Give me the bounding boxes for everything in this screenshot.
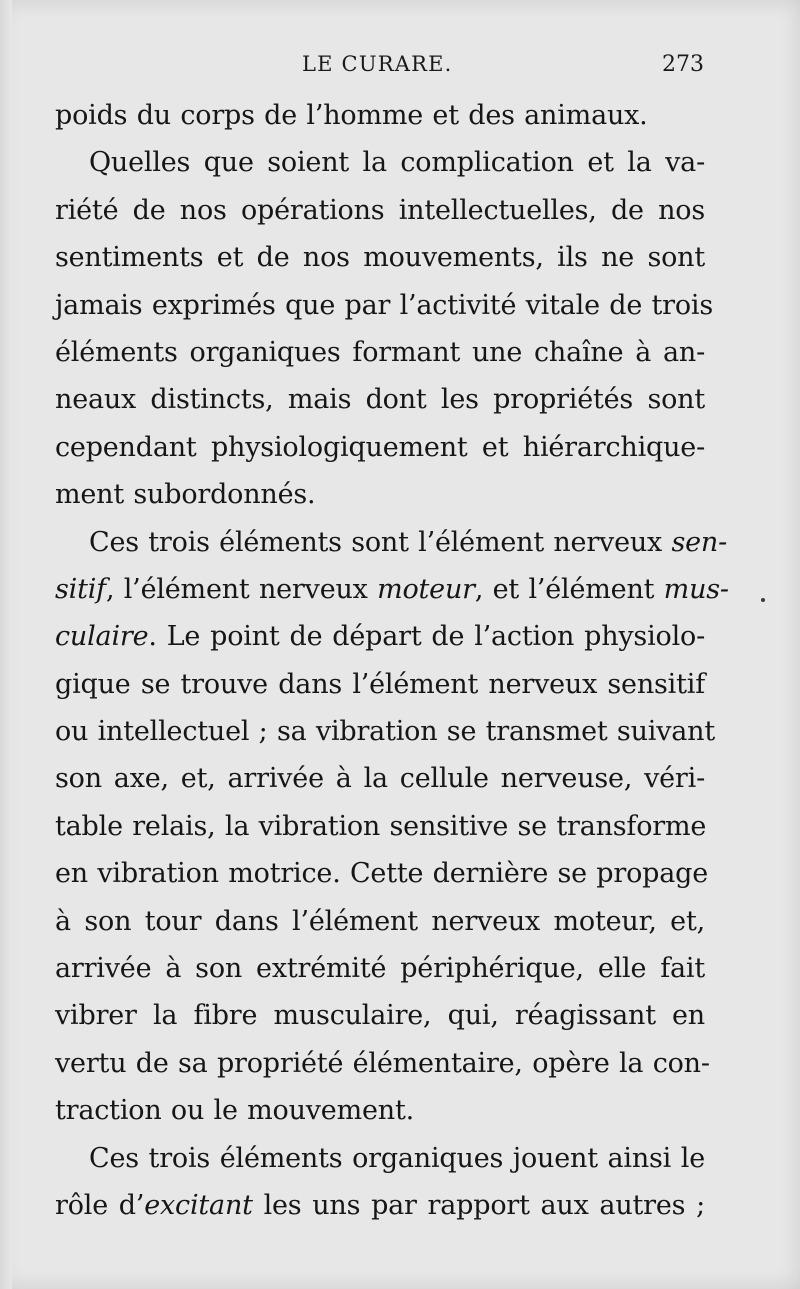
- running-title: LE CURARE.: [302, 52, 453, 76]
- text-run: les uns par rapport aux autres ;: [252, 1189, 705, 1221]
- text-line: riété de nos opérations intellectuelles, de nos: [55, 194, 705, 226]
- text-line: [55, 519, 728, 566]
- italic-term: culaire: [55, 621, 149, 653]
- paragraph: [55, 519, 729, 1135]
- italic-term: excitant: [144, 1189, 253, 1221]
- text-line: en vibration motrice. Cette dernière se propage: [55, 858, 708, 890]
- text-line: cependant physiologiquement et hiérarchique-: [55, 431, 705, 463]
- margin-speck: [761, 598, 765, 602]
- text-line: arrivée à son extrémité périphérique, elle fait: [55, 953, 705, 985]
- paragraph: [55, 1135, 705, 1230]
- text-line: jamais exprimés que par l’activité vitale de trois: [55, 289, 713, 321]
- page-number: 273: [662, 52, 704, 77]
- text-line: éléments organiques formant une chaîne à an-: [55, 336, 705, 368]
- text-run: rôle d’: [55, 1189, 145, 1221]
- text-line: neaux distincts, mais dont les propriétés sont: [55, 384, 705, 416]
- text-line: [55, 1182, 705, 1229]
- italic-term: moteur: [377, 573, 475, 605]
- paragraph: [55, 92, 705, 139]
- running-header: [0, 52, 800, 88]
- body-text: [55, 92, 729, 1229]
- text-line: vibrer la fibre musculaire, qui, réagissant en: [55, 1000, 705, 1032]
- text-line: ou intellectuel ; sa vibration se transmet suivant: [55, 716, 715, 748]
- text-line: gique se trouve dans l’élément nerveux sensitif: [55, 668, 705, 700]
- text-line: [55, 613, 705, 660]
- italic-term: sen-: [671, 526, 728, 558]
- italic-term: sitif: [55, 573, 106, 605]
- text-run: , l’élément nerveux: [105, 573, 378, 605]
- text-line: Ces trois éléments organiques jouent ainsi le: [89, 1142, 705, 1174]
- text-line: table relais, la vibration sensitive se transforme: [55, 810, 707, 842]
- text-line: sentiments et de nos mouvements, ils ne sont: [55, 242, 705, 274]
- text-line: ment subordonnés.: [55, 479, 316, 511]
- text-line: traction ou le mouvement.: [55, 1095, 414, 1127]
- text-line: [55, 566, 729, 613]
- italic-term: mus-: [663, 573, 729, 605]
- page-edge-shadow: [0, 0, 12, 1289]
- text-line: Quelles que soient la complication et la va-: [89, 147, 705, 179]
- text-line: vertu de sa propriété élémentaire, opère la con-: [55, 1047, 710, 1079]
- text-line: à son tour dans l’élément nerveux moteur, et,: [55, 905, 705, 937]
- text-line: son axe, et, arrivée à la cellule nerveuse, véri-: [55, 763, 705, 795]
- text-run: , et l’élément: [474, 573, 664, 605]
- text-run: . Le point de départ de l’action physiolo-: [148, 621, 705, 653]
- text-line: poids du corps de l’homme et des animaux.: [55, 100, 648, 131]
- text-run: Ces trois éléments sont l’élément nerveux: [89, 526, 672, 558]
- paragraph: [55, 139, 713, 518]
